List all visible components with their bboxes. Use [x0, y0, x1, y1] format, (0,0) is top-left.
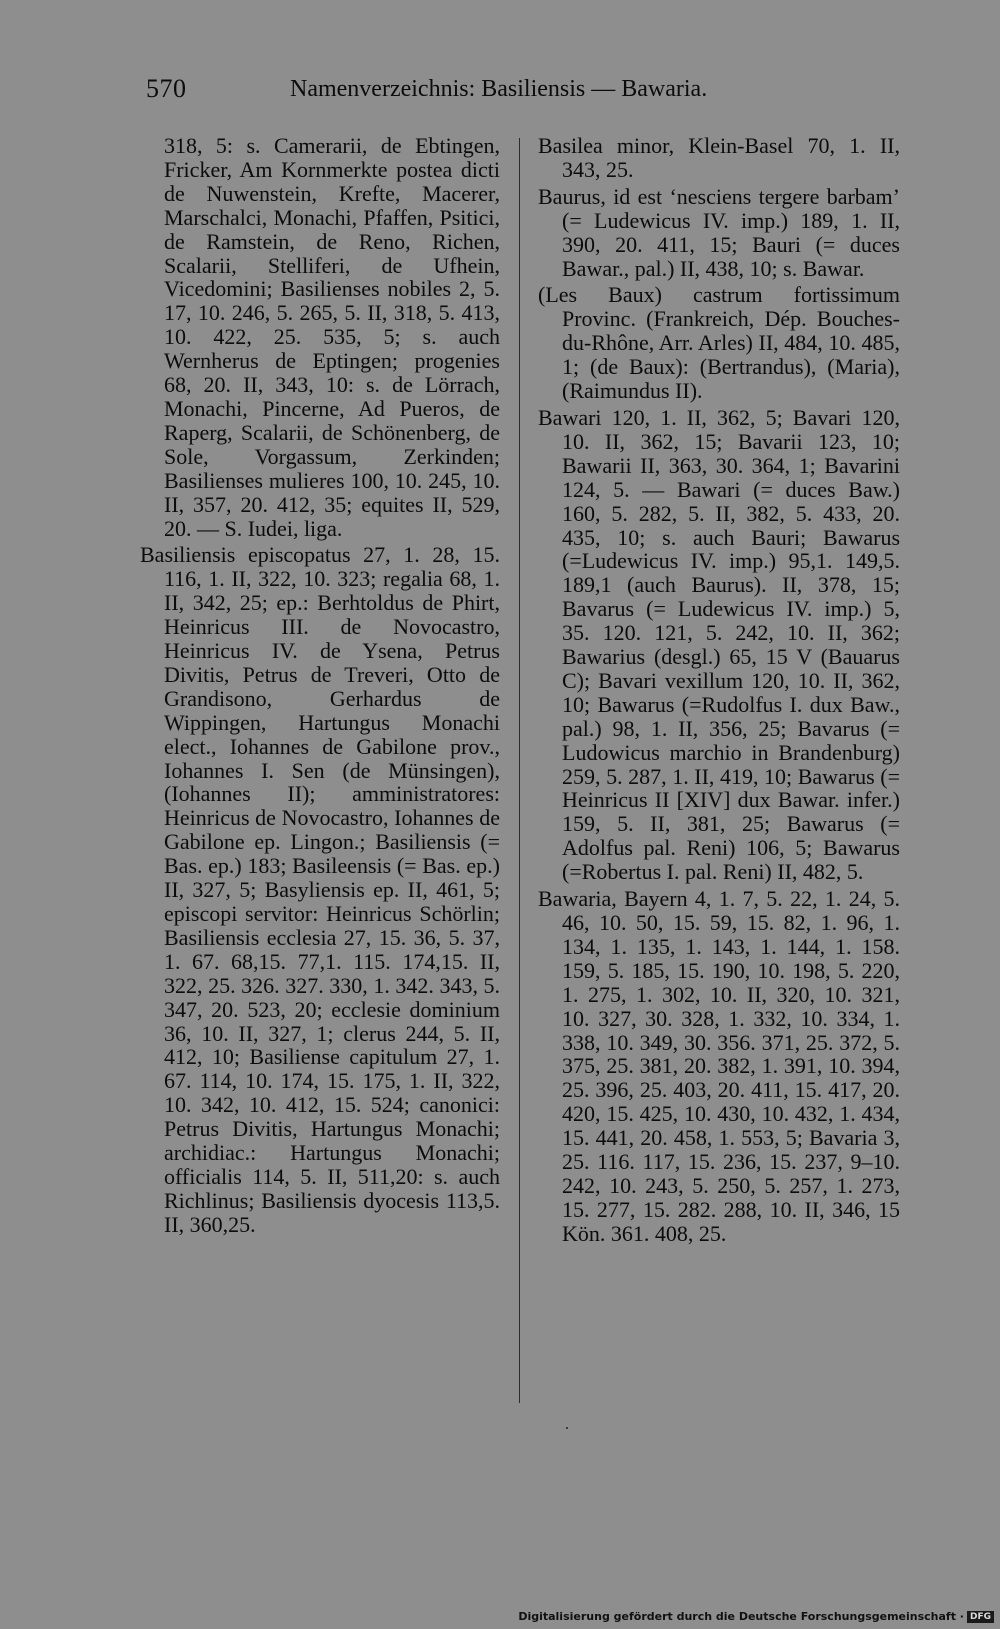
index-entry-bawaria: Bawaria, Bayern 4, 1. 7, 5. 22, 1. 24, 5. 46, 10. 50, 15. 59, 15. 82, 1. 96, 1. 134, 1. 135, 1. 143, 1. 144, 1. 158. 159, 5. 185, 15. 190, 10. 198, 5. 220, 1. 275, 1. 302, 10. II, 320, 10. 321, 10. 327, 30. 328, 1. 332, 10. 334, 1. 338, 10. 349, 30. 356. 371, 25. 372, 5. 375, 25. 381, 20. 382, 1. 391, 10. 394, 25. 396, 25. 403, 20. 411, 15. 417, 20. 420, 15. 425, 10. 430, 10. 432, 1. 434, 15. 441, 20. 458, 1. 553, 5; Bavaria 3, 25. 116. 117, 15. 236, 15. 237, 9–10. 242, 10. 243, 5. 250, 5. 257, 1. 273, 15. 277, 15. 282. 288, 10. II, 346, 15 Kön. 361. 408, 25.	[538, 886, 900, 1246]
digitization-footer	[518, 1610, 994, 1623]
index-entry-continuation: 318, 5: s. Camerarii, de Ebtingen, Fricker, Am Kornmerkte postea dicti de Nuwenstein, Krefte, Macerer, Marschalci, Monachi, Pfaffen, Psitici, de Ramstein, de Reno, Richen, Scalarii, Stelliferi, de Ufhein, Vicedomini; Basilienses nobiles 2, 5. 17, 10. 246, 5. 265, 5. II, 318, 5. 413, 10. 422, 25. 535, 5; s. auch Wernherus de Eptingen; progenies 68, 20. II, 343, 10: s. de Lörrach, Monachi, Pincerne, Ad Pueros, de Raperg, Scalarii, de Schönenberg, de Sole, Vorgassum, Zerkinden; Basilienses mulieres 100, 10. 245, 10. II, 357, 20. 412, 35; equites II, 529, 20. — S. Iudei, liga.	[164, 133, 500, 541]
dfg-logo: DFG	[967, 1611, 994, 1623]
running-head: Namenverzeichnis: Basiliensis — Bawaria.	[290, 76, 708, 102]
stray-mark	[566, 1427, 568, 1429]
index-entry-bawari: Bawari 120, 1. II, 362, 5; Bavari 120, 10. II, 362, 15; Bavarii 123, 10; Bawarii II, 363, 30. 364, 1; Bavarini 124, 5. — Bawari (= duces Baw.) 160, 5. 282, 5. II, 382, 5. 433, 20. 435, 10; s. auch Bauri; Bawarus (=Ludewicus IV. imp.) 95,1. 149,5. 189,1 (auch Baurus). II, 378, 15; Bavarus (= Ludewicus IV. imp.) 5, 35. 120. 121, 5. 242, 10. II, 362; Bawarius (desgl.) 65, 15 V (Bauarus C); Bavari vexillum 120, 10. II, 362, 10; Bawarus (=Rudolfus I. dux Baw., pal.) 98, 1. II, 356, 25; Bavarus (= Ludowicus marchio in Brandenburg) 259, 5. 287, 1. II, 419, 10; Bawarus (= Heinricus II [XIV] dux Bawar. infer.) 159, 5. II, 381, 25; Bawarus (= Adolfus pal. Reni) 106, 5; Bawarus (=Robertus I. pal. Reni) II, 482, 5.	[538, 404, 900, 885]
right-column	[538, 134, 900, 1249]
page-number: 570	[146, 74, 187, 103]
left-column	[140, 134, 500, 1240]
index-entry-basiliensis-episcopatus: Basiliensis episcopatus 27, 1. 28, 15. 116, 1. II, 322, 10. 323; regalia 68, 1. II, 342, 25; ep.: Berhtoldus de Phirt, Heinricus III. de Novocastro, Heinricus IV. de Ysena, Petrus Divitis, Petrus de Treveri, Otto de Grandisono, Gerhardus de Wippingen, Hartungus Monachi elect., Iohannes de Gabilone prov., Iohannes I. Sen (de Münsingen), (Iohannes II); amministratores: Heinricus de Novocastro, Iohannes de Gabilone ep. Lingon.; Basiliensis (= Bas. ep.) 183; Basileensis (= Bas. ep.) II, 327, 5; Basyliensis ep. II, 461, 5; episcopi servitor: Heinricus Schörlin; Basiliensis ecclesia 27, 15. 36, 5. 37, 1. 67. 68,15. 77,1. 115. 174,15. II, 322, 25. 326. 327. 330, 1. 342. 343, 5. 347, 20. 523, 20; ecclesie dominium 36, 10. II, 327, 1; clerus 244, 5. II, 412, 10; Basiliense capitulum 27, 1. 67. 114, 10. 174, 15. 175, 1. II, 322, 10. 342, 10. 412, 15. 524; canonici: Petrus Divitis, Hartungus Monachi; archidiac.: Hartungus Monachi; officialis 114, 5. II, 511,20: s. auch Richlinus; Basiliensis dyocesis 113,5. II, 360,25.	[140, 542, 500, 1237]
index-entry-les-baux: (Les Baux) castrum fortissimum Provinc. (Frankreich, Dép. Bouches-du-Rhône, Arr. Arles) II, 484, 10. 485, 1; (de Baux): (Bertrandus), (Maria), (Raimundus II).	[538, 282, 900, 404]
index-entry-basilea-minor: Basilea minor, Klein-Basel 70, 1. II, 343, 25.	[538, 133, 900, 182]
index-entry-baurus: Baurus, id est ‘nesciens tergere barbam’ (= Ludewicus IV. imp.) 189, 1. II, 390, 20. 411, 15; Bauri (= duces Bawar., pal.) II, 438, 10; s. Bawar.	[538, 183, 900, 281]
footer-credit: Digitalisierung gefördert durch die Deutsche Forschungsgemeinschaft ·	[518, 1610, 964, 1623]
column-divider	[519, 138, 520, 1403]
